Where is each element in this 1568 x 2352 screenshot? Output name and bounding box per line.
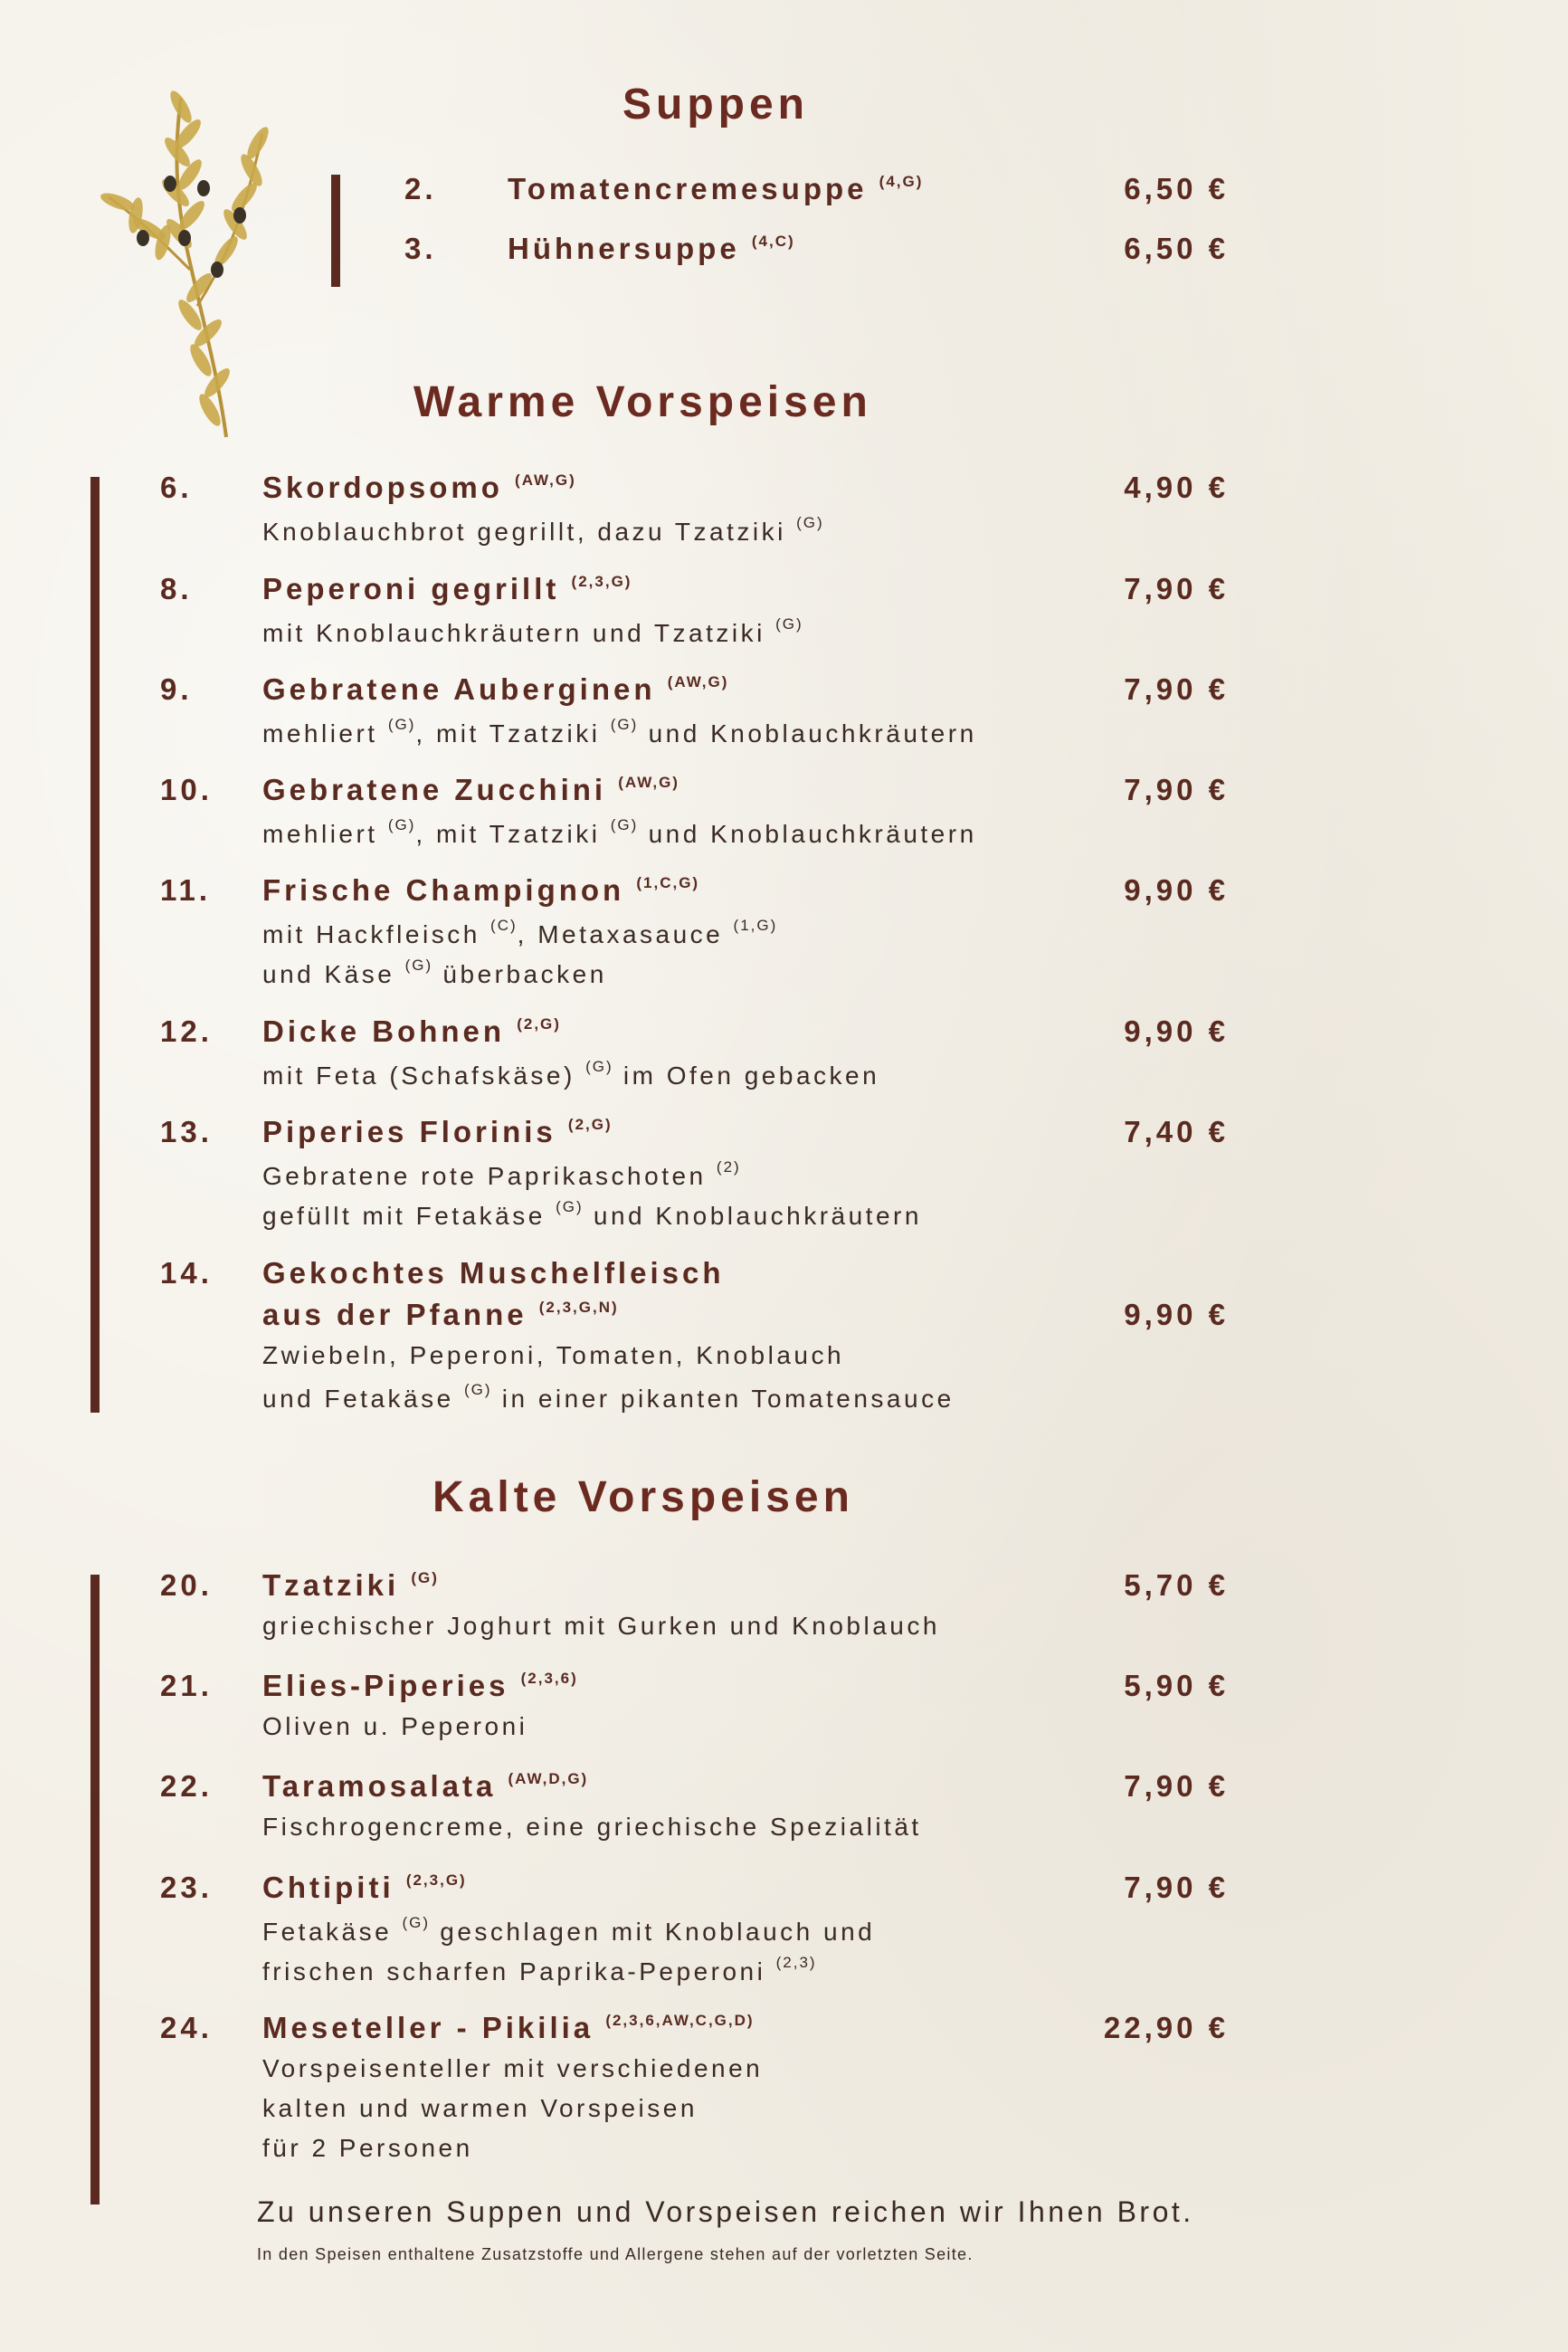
description-allergen: (G) — [404, 957, 433, 974]
item-number: 24. — [160, 2011, 213, 2044]
item-number: 21. — [160, 1669, 213, 1702]
section-bar-warme-vorspeisen — [90, 477, 100, 1413]
description-text: im Ofen gebacken — [613, 1062, 880, 1090]
description-text: frischen scharfen Paprika-Peperoni — [262, 1957, 776, 1985]
item-name — [262, 1256, 724, 1290]
item-allergen: (2,3,6,AW,C,G,D) — [605, 2012, 755, 2029]
item-description — [262, 1341, 844, 1370]
olive-fruit — [197, 180, 210, 196]
item-description — [262, 917, 777, 949]
item-price: 5,70 € — [1124, 1568, 1229, 1602]
section-title-suppen: Suppen — [622, 81, 809, 129]
item-allergen: (2,3,6) — [520, 1670, 578, 1687]
item-price: 6,50 € — [1124, 232, 1229, 265]
item-allergen: (2,3,G) — [571, 573, 632, 590]
description-text: , Metaxasauce — [517, 920, 734, 948]
olive-fruit — [211, 262, 223, 278]
item-name — [508, 172, 923, 206]
allergen-note: In den Speisen enthaltene Zusatzstoffe und Allergene stehen auf der vorletzten Seite. — [257, 2245, 974, 2263]
description-allergen: (G) — [463, 1381, 492, 1398]
item-price: 7,90 € — [1124, 572, 1229, 605]
description-text: griechischer Joghurt mit Gurken und Knoblauch — [262, 1612, 940, 1640]
olive-fruit — [164, 176, 176, 192]
description-text: Fetakäse — [262, 1918, 403, 1946]
description-text: mehliert — [262, 820, 388, 848]
description-allergen: (G) — [796, 514, 824, 531]
item-name-text: Taramosalata — [262, 1769, 497, 1803]
item-price: 7,40 € — [1124, 1115, 1229, 1148]
item-description — [262, 615, 803, 648]
item-name-text: Peperoni gegrillt — [262, 572, 560, 605]
description-allergen: (2,3) — [775, 1954, 817, 1971]
item-description — [262, 2134, 473, 2163]
item-name-text: Elies-Piperies — [262, 1669, 509, 1702]
item-name-text: Hühnersuppe — [508, 232, 740, 265]
item-allergen: (2,3,G,N) — [538, 1299, 619, 1316]
description-text: mit Feta (Schafskäse) — [262, 1062, 586, 1090]
item-description — [262, 2094, 698, 2123]
section-title-kalte-vorspeisen: Kalte Vorspeisen — [432, 1473, 854, 1521]
item-name — [262, 873, 699, 908]
item-number: 12. — [160, 1014, 213, 1048]
item-name — [262, 2011, 755, 2045]
description-allergen: (1,G) — [733, 917, 778, 934]
item-number: 14. — [160, 1256, 213, 1290]
description-text: mehliert — [262, 719, 388, 747]
item-description — [262, 1198, 922, 1231]
description-text: Oliven u. Peperoni — [262, 1712, 528, 1740]
item-number: 22. — [160, 1769, 213, 1803]
item-name-line2 — [262, 1298, 619, 1332]
item-allergen: (AW,G) — [515, 471, 576, 489]
item-name-text: Tzatziki — [262, 1568, 400, 1602]
description-allergen: (G) — [402, 1914, 430, 1931]
item-price: 5,90 € — [1124, 1669, 1229, 1702]
item-price: 7,90 € — [1124, 672, 1229, 706]
item-name-text: Dicke Bohnen — [262, 1014, 506, 1048]
item-price: 9,90 € — [1124, 1298, 1229, 1331]
description-text: in einer pikanten Tomatensauce — [491, 1385, 955, 1413]
item-number: 10. — [160, 773, 213, 806]
item-name-text: Meseteller - Pikilia — [262, 2011, 594, 2044]
item-number: 3. — [404, 232, 437, 265]
item-name-line1: Gekochtes Muschelfleisch — [262, 1256, 725, 1290]
item-price: 6,50 € — [1124, 172, 1229, 205]
item-description — [262, 816, 977, 849]
description-text: gefüllt mit Fetakäse — [262, 1202, 556, 1230]
description-text: überbacken — [432, 960, 607, 988]
olive-leaf — [166, 88, 195, 126]
description-text: mit Knoblauchkräutern und Tzatziki — [262, 619, 776, 647]
item-name — [262, 1115, 613, 1149]
item-name-text: aus der Pfanne — [262, 1298, 527, 1331]
olive-branch-icon — [90, 80, 308, 442]
description-text: für 2 Personen — [262, 2134, 473, 2162]
item-price: 7,90 € — [1124, 1769, 1229, 1803]
item-description — [262, 1381, 955, 1414]
item-price: 22,90 € — [1103, 2011, 1229, 2044]
description-text: und Knoblauchkräutern — [638, 820, 977, 848]
item-description — [262, 1954, 817, 1986]
item-allergen: (4,C) — [751, 233, 795, 250]
item-number: 9. — [160, 672, 193, 706]
item-name — [262, 1669, 578, 1703]
description-text: Knoblauchbrot gegrillt, dazu Tzatziki — [262, 518, 797, 546]
item-allergen: (2,3,G) — [405, 1871, 467, 1889]
item-name-text: Gebratene Auberginen — [262, 672, 656, 706]
section-bar-suppen — [331, 175, 340, 287]
item-price: 9,90 € — [1124, 1014, 1229, 1048]
description-allergen: (G) — [585, 1058, 613, 1075]
item-name-text: Piperies Florinis — [262, 1115, 556, 1148]
olive-fruit — [233, 207, 246, 224]
item-number: 11. — [160, 873, 212, 907]
item-allergen: (2,G) — [567, 1116, 613, 1133]
item-name — [262, 672, 728, 707]
item-number: 23. — [160, 1871, 213, 1904]
description-text: und Knoblauchkräutern — [583, 1202, 922, 1230]
item-name — [262, 572, 632, 606]
item-allergen: (AW,G) — [667, 673, 729, 690]
section-bar-kalte-vorspeisen — [90, 1575, 100, 2204]
item-name — [262, 1769, 588, 1804]
item-number: 13. — [160, 1115, 213, 1148]
item-name-text: Chtipiti — [262, 1871, 394, 1904]
item-number: 8. — [160, 572, 193, 605]
description-text: , mit Tzatziki — [415, 820, 611, 848]
item-name-text: Gebratene Zucchini — [262, 773, 607, 806]
description-text: und Knoblauchkräutern — [638, 719, 977, 747]
item-description — [262, 716, 977, 748]
item-description — [262, 1158, 741, 1191]
item-name — [508, 232, 795, 266]
description-text: Fischrogencreme, eine griechische Spezialität — [262, 1813, 922, 1841]
item-description — [262, 2054, 763, 2083]
description-text: geschlagen mit Knoblauch und — [430, 1918, 876, 1946]
item-description — [262, 1914, 875, 1947]
olive-fruit — [137, 230, 149, 246]
item-name-text: Skordopsomo — [262, 471, 503, 504]
item-price: 4,90 € — [1124, 471, 1229, 504]
item-price: 7,90 € — [1124, 1871, 1229, 1904]
item-number: 2. — [404, 172, 437, 205]
description-allergen: (C) — [490, 917, 518, 934]
item-description — [262, 1813, 922, 1842]
description-text: und Käse — [262, 960, 405, 988]
item-price: 7,90 € — [1124, 773, 1229, 806]
description-allergen: (G) — [610, 816, 639, 833]
item-name-text: Frische Champignon — [262, 873, 625, 907]
description-text: und Fetakäse — [262, 1385, 464, 1413]
item-name — [262, 1871, 467, 1905]
item-allergen: (AW,G) — [618, 774, 679, 791]
description-allergen: (G) — [387, 716, 416, 733]
description-allergen: (G) — [556, 1198, 584, 1215]
description-text: mit Hackfleisch — [262, 920, 491, 948]
item-description — [262, 1058, 879, 1090]
item-description — [262, 957, 607, 989]
description-text: kalten und warmen Vorspeisen — [262, 2094, 698, 2122]
item-name — [262, 1568, 439, 1603]
description-allergen: (2) — [716, 1158, 741, 1176]
description-allergen: (G) — [775, 615, 803, 633]
section-title-warme-vorspeisen: Warme Vorspeisen — [413, 378, 872, 426]
item-description — [262, 1712, 527, 1741]
item-allergen: (2,G) — [517, 1015, 561, 1033]
item-name-text: Tomatencremesuppe — [508, 172, 868, 205]
item-number: 20. — [160, 1568, 213, 1602]
item-allergen: (G) — [411, 1569, 439, 1586]
item-allergen: (4,G) — [879, 173, 924, 190]
item-description — [262, 1612, 940, 1641]
item-allergen: (1,C,G) — [636, 874, 700, 891]
olive-fruit — [178, 230, 191, 246]
item-allergen: (AW,D,G) — [508, 1770, 589, 1787]
bread-note: Zu unseren Suppen und Vorspeisen reichen wir Ihnen Brot. — [257, 2195, 1194, 2228]
item-name — [262, 1014, 561, 1049]
description-text: , mit Tzatziki — [415, 719, 611, 747]
description-allergen: (G) — [387, 816, 416, 833]
description-text: Gebratene rote Paprikaschoten — [262, 1162, 717, 1190]
item-name — [262, 773, 679, 807]
item-price: 9,90 € — [1124, 873, 1229, 907]
description-text: Vorspeisenteller mit verschiedenen — [262, 2054, 764, 2082]
item-number: 6. — [160, 471, 193, 504]
description-allergen: (G) — [610, 716, 639, 733]
item-name — [262, 471, 576, 505]
description-text: Zwiebeln, Peperoni, Tomaten, Knoblauch — [262, 1341, 845, 1369]
item-description — [262, 514, 824, 547]
